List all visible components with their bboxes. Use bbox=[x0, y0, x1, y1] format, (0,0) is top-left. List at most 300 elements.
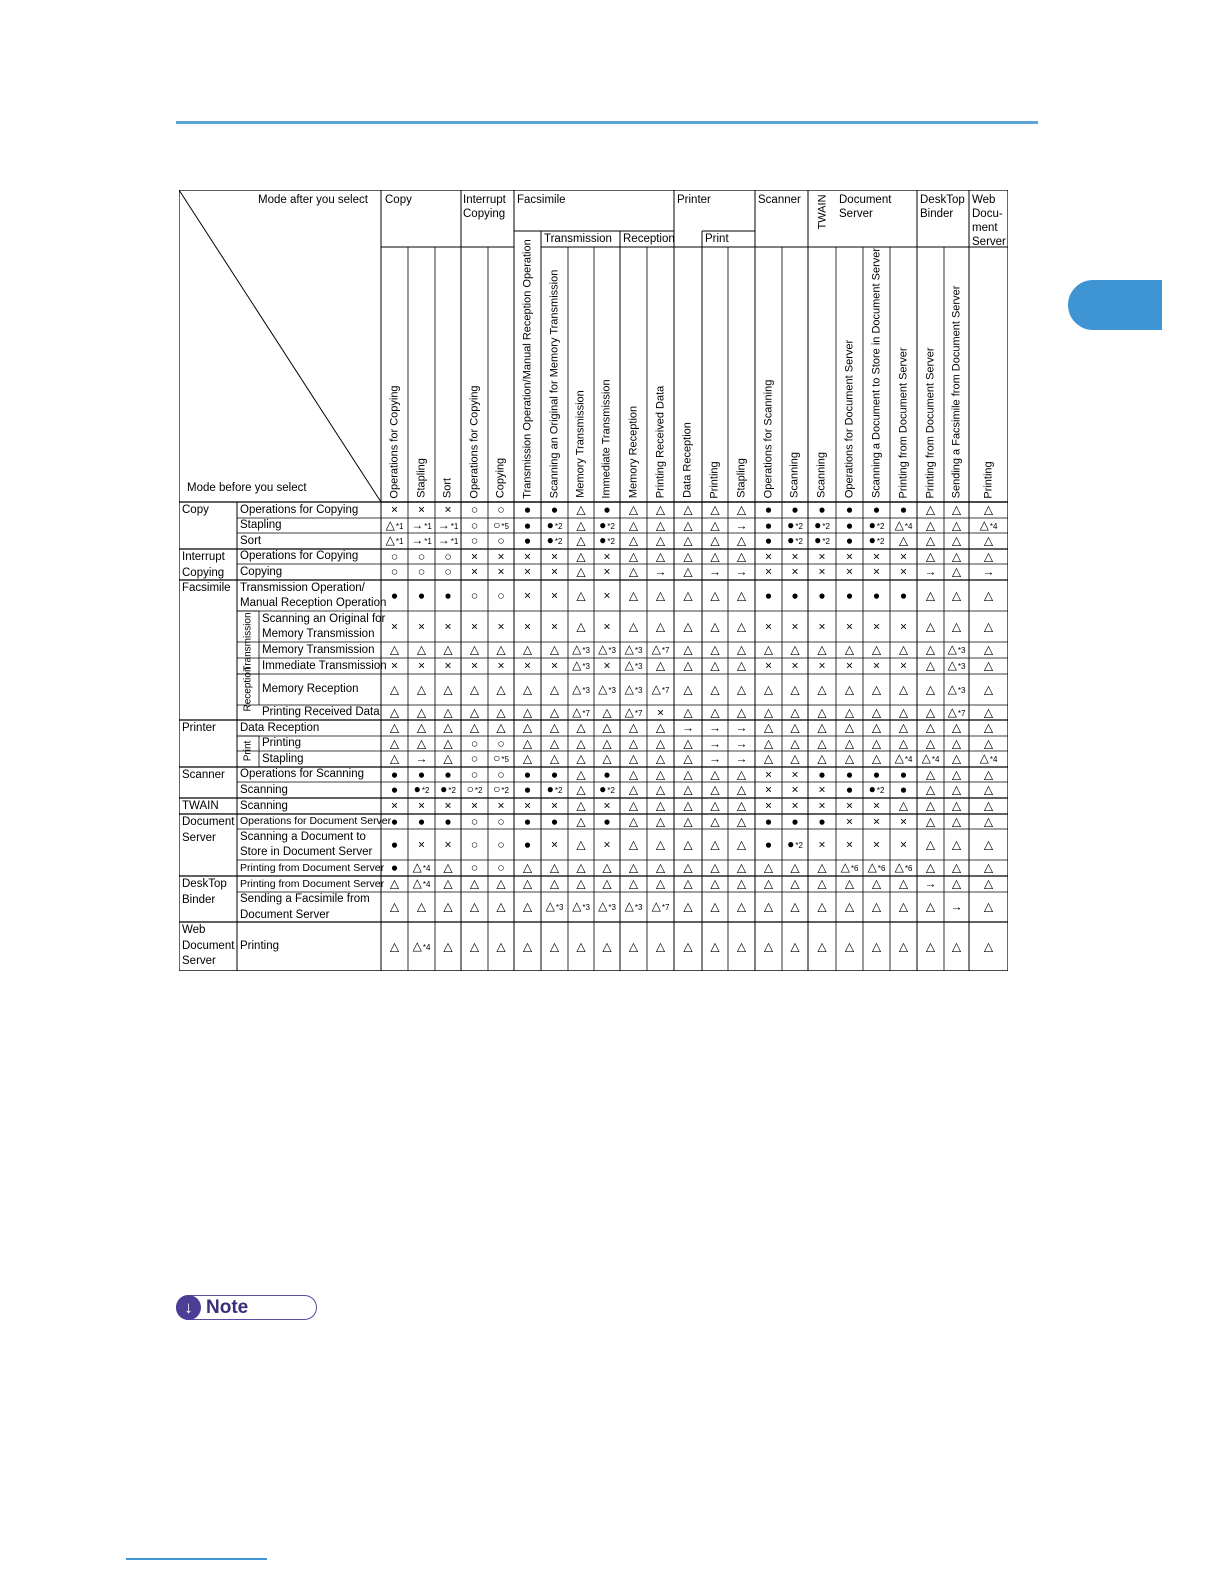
table-cell: △ bbox=[925, 549, 936, 563]
table-cell: △*4 bbox=[894, 751, 913, 765]
table-cell: △ bbox=[443, 682, 453, 696]
table-cell: △ bbox=[683, 798, 693, 813]
table-cell: ● bbox=[603, 814, 611, 828]
table-cell: △ bbox=[389, 876, 400, 891]
table-cell: △*6 bbox=[894, 860, 913, 874]
table-cell: × bbox=[845, 658, 854, 673]
table-cell: ● bbox=[390, 588, 399, 602]
column-header: Stapling bbox=[735, 458, 747, 498]
table-cell: △ bbox=[790, 720, 800, 735]
table-cell: ● bbox=[417, 588, 426, 602]
table-cell: × bbox=[818, 782, 826, 797]
table-cell: △ bbox=[628, 798, 639, 813]
row-group-label: Copy bbox=[182, 504, 209, 516]
table-cell: ● bbox=[603, 502, 611, 517]
table-cell: × bbox=[818, 549, 826, 563]
table-cell: ● bbox=[845, 588, 854, 602]
table-cell: △*3 bbox=[572, 658, 590, 672]
table-cell: △ bbox=[549, 751, 560, 766]
table-cell: △ bbox=[983, 736, 994, 750]
table-cell: ● bbox=[764, 814, 773, 828]
table-cell: △ bbox=[683, 751, 693, 766]
row-label: Printing from Document Server bbox=[240, 877, 385, 890]
table-cell: ●*2 bbox=[599, 782, 615, 796]
table-cell: △ bbox=[925, 782, 936, 797]
table-cell: △ bbox=[496, 642, 506, 657]
table-cell: △ bbox=[736, 533, 747, 548]
table-cell: × bbox=[899, 549, 908, 563]
table-cell: △ bbox=[925, 658, 936, 673]
table-cell: △*4 bbox=[979, 751, 998, 765]
table-cell: ● bbox=[523, 518, 532, 532]
table-cell: △ bbox=[522, 736, 533, 750]
table-cell: △ bbox=[983, 899, 994, 914]
table-cell: ● bbox=[872, 767, 881, 781]
row-label: Printing Received Data bbox=[262, 706, 380, 718]
table-cell: △ bbox=[951, 619, 962, 633]
table-cell: ○ bbox=[497, 533, 505, 548]
table-cell: △ bbox=[817, 642, 827, 657]
row-label: Printing bbox=[262, 737, 301, 749]
table-cell: △ bbox=[655, 798, 666, 813]
table-cell: △ bbox=[655, 502, 666, 517]
table-cell: △ bbox=[655, 658, 666, 673]
table-cell: × bbox=[523, 619, 532, 633]
row-label: Immediate Transmission bbox=[262, 659, 387, 672]
table-cell: △*7 bbox=[651, 681, 670, 696]
column-header: Printing from Document Server bbox=[924, 347, 936, 498]
table-cell: ● bbox=[791, 502, 799, 517]
table-cell: △ bbox=[576, 588, 586, 602]
table-cell: △ bbox=[549, 642, 560, 657]
table-cell: → bbox=[982, 564, 995, 579]
table-cell: ● bbox=[390, 860, 399, 875]
table-cell: ● bbox=[764, 502, 773, 517]
table-cell: △ bbox=[736, 899, 747, 914]
table-cell: → bbox=[924, 564, 937, 579]
row-group-label: DeskTop bbox=[182, 878, 227, 890]
table-cell: →*1 bbox=[411, 517, 432, 532]
table-cell: → bbox=[950, 899, 963, 914]
table-cell: △ bbox=[628, 860, 639, 875]
table-cell: △ bbox=[951, 939, 962, 953]
table-cell: △ bbox=[951, 502, 962, 517]
table-cell: × bbox=[818, 837, 826, 851]
row-label: Sending a Facsimile from bbox=[240, 893, 370, 905]
table-cell: × bbox=[791, 564, 799, 579]
table-cell: △ bbox=[389, 736, 400, 750]
table-cell: △ bbox=[736, 939, 747, 953]
table-cell: △ bbox=[790, 751, 800, 766]
table-cell: △ bbox=[628, 939, 639, 953]
table-cell: × bbox=[603, 798, 611, 813]
table-cell: △ bbox=[951, 533, 962, 548]
table-cell: ○ bbox=[497, 736, 505, 750]
table-cell: ○ bbox=[470, 502, 479, 517]
table-cell: ●*2 bbox=[868, 517, 885, 532]
table-cell: △ bbox=[925, 837, 936, 851]
table-cell: △ bbox=[790, 899, 800, 914]
table-cell: △ bbox=[443, 705, 453, 719]
table-cell: × bbox=[550, 588, 559, 602]
table-cell: △*3 bbox=[624, 658, 643, 672]
table-cell: △ bbox=[655, 518, 666, 532]
table-cell: △ bbox=[683, 939, 693, 953]
table-cell: △ bbox=[628, 782, 639, 797]
note-label: Note bbox=[206, 1297, 249, 1318]
table-cell: △ bbox=[389, 720, 400, 735]
table-cell: ○ bbox=[417, 549, 426, 563]
table-cell: △ bbox=[983, 502, 994, 517]
column-header: Sort bbox=[441, 477, 454, 499]
table-cell: △ bbox=[628, 837, 639, 851]
table-cell: △ bbox=[710, 502, 720, 517]
table-cell: △ bbox=[871, 682, 882, 696]
table-cell: × bbox=[550, 658, 559, 673]
table-cell: ○ bbox=[470, 767, 479, 781]
row-group-label: Server bbox=[182, 831, 216, 844]
table-cell: ● bbox=[818, 767, 826, 781]
table-cell: × bbox=[791, 619, 799, 633]
table-cell: → bbox=[735, 518, 748, 532]
table-cell: △ bbox=[602, 860, 612, 875]
table-cell: × bbox=[899, 658, 908, 673]
column-header: Transmission Operation/Manual Reception Operation bbox=[521, 238, 533, 499]
column-header: Scanning an Original for Memory Transmission bbox=[548, 269, 560, 498]
table-cell: △ bbox=[655, 736, 666, 750]
table-cell: △ bbox=[925, 736, 936, 750]
table-cell: ● bbox=[523, 533, 532, 548]
table-cell: × bbox=[417, 619, 426, 633]
table-cell: ● bbox=[899, 502, 908, 517]
row-label: Store in Document Server bbox=[240, 846, 373, 858]
table-cell: △ bbox=[844, 736, 855, 750]
table-cell: △ bbox=[983, 705, 994, 719]
table-cell: × bbox=[390, 619, 399, 633]
table-cell: △ bbox=[443, 860, 453, 875]
table-cell: × bbox=[523, 564, 532, 579]
table-cell: △ bbox=[628, 549, 639, 563]
table-cell: △ bbox=[683, 564, 693, 579]
table-cell: ● bbox=[523, 767, 532, 781]
table-cell: △ bbox=[817, 720, 827, 735]
table-cell: ● bbox=[818, 502, 826, 517]
table-cell: ○ bbox=[497, 837, 505, 851]
row-label: Data Reception bbox=[240, 721, 320, 734]
table-cell: △ bbox=[925, 619, 936, 633]
table-cell: △ bbox=[844, 899, 855, 914]
table-cell: ●*2 bbox=[868, 533, 885, 547]
group-label: Document bbox=[839, 194, 892, 206]
table-cell: ● bbox=[390, 767, 399, 781]
table-cell: × bbox=[497, 564, 505, 579]
row-group-label: Copying bbox=[182, 566, 225, 579]
table-cell: △*3 bbox=[947, 642, 966, 656]
table-cell: ● bbox=[550, 502, 559, 517]
table-cell: × bbox=[845, 837, 854, 851]
table-cell: △ bbox=[655, 814, 666, 828]
table-cell: △ bbox=[602, 720, 612, 735]
corner-top-label: Mode after you select bbox=[258, 194, 368, 206]
table-cell: ● bbox=[845, 767, 854, 781]
table-cell: ● bbox=[390, 814, 399, 828]
table-cell: △ bbox=[576, 814, 586, 828]
table-cell: ●*2 bbox=[787, 517, 803, 532]
row-label: Copying bbox=[240, 565, 283, 578]
table-cell: × bbox=[497, 658, 505, 673]
table-cell: △*3 bbox=[624, 899, 643, 913]
table-cell: △ bbox=[710, 588, 720, 602]
table-cell: △ bbox=[710, 533, 720, 548]
table-cell: △ bbox=[983, 837, 994, 851]
table-cell: △ bbox=[576, 564, 586, 579]
table-cell: △ bbox=[844, 939, 855, 953]
table-cell: △*3 bbox=[947, 681, 966, 696]
table-cell: △ bbox=[549, 682, 560, 696]
table-cell: △ bbox=[951, 814, 962, 828]
table-cell: △ bbox=[522, 876, 533, 891]
table-cell: △ bbox=[710, 767, 720, 781]
table-cell: △ bbox=[389, 642, 400, 657]
table-cell: △ bbox=[790, 682, 800, 696]
table-cell: × bbox=[550, 619, 559, 633]
table-cell: △ bbox=[522, 682, 533, 696]
table-cell: →*1 bbox=[437, 533, 459, 547]
table-cell: ○*5 bbox=[493, 517, 509, 532]
table-cell: ○ bbox=[470, 533, 479, 548]
table-cell: × bbox=[818, 564, 826, 579]
table-cell: ○ bbox=[444, 549, 452, 563]
table-cell: △ bbox=[710, 837, 720, 851]
table-cell: △ bbox=[389, 682, 400, 696]
footer-rule bbox=[126, 1558, 267, 1560]
table-cell: △ bbox=[549, 939, 560, 953]
row-label: Memory Reception bbox=[262, 683, 359, 695]
table-cell: × bbox=[818, 658, 826, 673]
column-header: Memory Transmission bbox=[574, 390, 587, 498]
table-cell: △ bbox=[683, 814, 693, 828]
row-group-label: Facsimile bbox=[182, 582, 231, 594]
table-cell: △ bbox=[602, 876, 612, 891]
table-cell: × bbox=[417, 837, 426, 851]
table-cell: ● bbox=[444, 767, 452, 781]
row-label: Operations for Scanning bbox=[240, 768, 365, 780]
table-cell: △ bbox=[655, 720, 666, 735]
table-cell: △ bbox=[683, 876, 693, 891]
table-cell: △ bbox=[817, 736, 827, 750]
row-label: Scanning bbox=[240, 799, 288, 812]
table-cell: △ bbox=[655, 549, 666, 563]
table-cell: △ bbox=[576, 798, 586, 813]
table-cell: △ bbox=[416, 682, 427, 696]
table-cell: ○ bbox=[497, 767, 505, 781]
table-cell: ●*2 bbox=[413, 782, 430, 796]
table-cell: △ bbox=[925, 939, 936, 953]
table-cell: △ bbox=[763, 860, 774, 875]
table-cell: △ bbox=[443, 939, 453, 953]
table-cell: △ bbox=[925, 502, 936, 517]
table-cell: × bbox=[390, 798, 399, 813]
table-cell: × bbox=[845, 619, 854, 633]
table-cell: △ bbox=[844, 642, 855, 657]
table-cell: △ bbox=[925, 767, 936, 781]
column-header: Operations for Copying bbox=[388, 384, 400, 499]
table-cell: △ bbox=[710, 782, 720, 797]
table-cell: × bbox=[470, 619, 479, 633]
subgroup-label-transmission: Transmission bbox=[544, 233, 612, 245]
table-cell: △ bbox=[710, 549, 720, 563]
table-cell: △ bbox=[655, 619, 666, 633]
table-cell: △ bbox=[522, 939, 533, 953]
table-cell: △ bbox=[683, 502, 693, 517]
table-cell: △*4 bbox=[412, 938, 431, 953]
row-label: Operations for Document Server bbox=[240, 815, 392, 827]
table-cell: △*3 bbox=[624, 642, 643, 656]
table-cell: × bbox=[656, 705, 665, 719]
table-cell: △ bbox=[763, 642, 774, 657]
table-cell: ● bbox=[899, 588, 908, 602]
table-cell: △*3 bbox=[624, 681, 643, 696]
table-cell: ● bbox=[764, 837, 773, 851]
table-cell: △ bbox=[496, 899, 506, 914]
table-cell: △ bbox=[443, 751, 453, 766]
table-cell: △ bbox=[443, 899, 453, 914]
table-cell: ●*2 bbox=[868, 782, 885, 796]
table-cell: ○ bbox=[470, 751, 479, 766]
table-cell: × bbox=[444, 837, 452, 851]
table-cell: △ bbox=[655, 767, 666, 781]
row-label: Scanning an Original for bbox=[262, 612, 386, 625]
table-cell: ● bbox=[523, 502, 532, 517]
table-cell: △ bbox=[898, 876, 909, 891]
table-cell: △ bbox=[951, 549, 962, 563]
table-cell: △ bbox=[790, 705, 800, 719]
side-label: Transmission bbox=[242, 612, 254, 672]
table-cell: △ bbox=[951, 876, 962, 891]
table-cell: △ bbox=[710, 860, 720, 875]
compatibility-table bbox=[179, 190, 1008, 971]
row-label: Stapling bbox=[240, 519, 282, 531]
column-header: Operations for Copying bbox=[468, 384, 480, 499]
table-cell: △ bbox=[983, 619, 994, 633]
table-cell: △ bbox=[683, 642, 693, 657]
table-cell: △ bbox=[576, 533, 586, 548]
table-cell: △ bbox=[925, 642, 936, 657]
table-cell: ●*2 bbox=[546, 517, 563, 532]
group-label: Docu- bbox=[972, 208, 1003, 220]
table-cell: △ bbox=[469, 642, 480, 657]
table-cell: ●*2 bbox=[546, 533, 563, 547]
row-label: Scanning a Document to bbox=[240, 830, 366, 843]
table-cell: △ bbox=[736, 619, 747, 633]
table-cell: → bbox=[735, 736, 748, 750]
table-cell: △ bbox=[983, 588, 994, 602]
table-cell: △ bbox=[416, 705, 427, 719]
table-cell: ○ bbox=[470, 736, 479, 750]
table-cell: × bbox=[550, 837, 559, 851]
table-cell: △*7 bbox=[624, 704, 643, 719]
table-cell: △ bbox=[763, 736, 774, 750]
table-cell: △ bbox=[496, 876, 506, 891]
table-cell: × bbox=[764, 767, 773, 781]
table-cell: ● bbox=[791, 588, 799, 602]
table-cell: ● bbox=[764, 518, 773, 532]
table-cell: △ bbox=[951, 751, 962, 766]
table-cell: △ bbox=[925, 814, 936, 828]
table-cell: ●*2 bbox=[814, 533, 830, 547]
table-cell: △ bbox=[898, 720, 909, 735]
table-cell: △ bbox=[844, 682, 855, 696]
table-cell: △ bbox=[496, 720, 506, 735]
table-cell: ●*2 bbox=[599, 533, 615, 547]
table-cell: × bbox=[603, 549, 611, 563]
row-label: Transmission Operation/ bbox=[240, 581, 365, 594]
group-label: Copy bbox=[385, 194, 412, 206]
column-header: Immediate Transmission bbox=[600, 378, 613, 499]
column-header: Operations for Scanning bbox=[762, 379, 774, 498]
table-cell: △ bbox=[817, 899, 827, 914]
group-label: Interrupt bbox=[463, 194, 506, 206]
table-cell: ● bbox=[764, 533, 773, 548]
table-cell: △ bbox=[655, 533, 666, 548]
table-cell: △ bbox=[416, 642, 427, 657]
table-cell: △ bbox=[628, 767, 639, 781]
table-cell: × bbox=[872, 564, 881, 579]
row-label: Memory Transmission bbox=[262, 628, 375, 640]
table-cell: △ bbox=[736, 860, 747, 875]
table-cell: × bbox=[791, 798, 799, 813]
table-cell: △ bbox=[628, 736, 639, 750]
table-cell: △*6 bbox=[867, 860, 886, 874]
table-cell: ● bbox=[872, 502, 881, 517]
table-cell: × bbox=[390, 658, 399, 673]
table-cell: △ bbox=[951, 860, 962, 875]
table-cell: △ bbox=[549, 720, 560, 735]
table-cell: △ bbox=[898, 682, 909, 696]
table-cell: △ bbox=[628, 564, 639, 579]
table-cell: △ bbox=[925, 899, 936, 914]
table-cell: ● bbox=[791, 814, 799, 828]
table-cell: △ bbox=[817, 682, 827, 696]
table-cell: ●*2 bbox=[787, 533, 803, 547]
table-cell: △ bbox=[576, 619, 586, 633]
table-cell: △ bbox=[983, 682, 994, 696]
table-cell: ● bbox=[444, 588, 452, 602]
table-cell: × bbox=[444, 502, 452, 517]
table-cell: △ bbox=[790, 642, 800, 657]
column-header: Scanning bbox=[815, 452, 828, 498]
table-cell: × bbox=[791, 782, 799, 797]
row-label: Printing from Document Server bbox=[240, 861, 385, 874]
table-cell: △ bbox=[710, 814, 720, 828]
table-cell: ● bbox=[390, 782, 399, 797]
table-cell: × bbox=[872, 837, 881, 851]
table-cell: △ bbox=[736, 782, 747, 797]
table-cell: ● bbox=[390, 837, 399, 851]
table-cell: △ bbox=[925, 588, 936, 602]
table-cell: △ bbox=[389, 705, 400, 719]
side-label: Reception bbox=[242, 666, 254, 712]
table-cell: △*3 bbox=[947, 658, 966, 672]
row-label: Manual Reception Operation bbox=[240, 597, 387, 609]
table-cell: △ bbox=[736, 814, 747, 828]
table-cell: × bbox=[764, 798, 773, 813]
table-cell: △ bbox=[871, 736, 882, 750]
table-cell: △ bbox=[736, 682, 747, 696]
table-cell: ○*5 bbox=[493, 751, 509, 765]
table-cell: △*4 bbox=[921, 751, 940, 765]
table-cell: ● bbox=[818, 814, 826, 828]
